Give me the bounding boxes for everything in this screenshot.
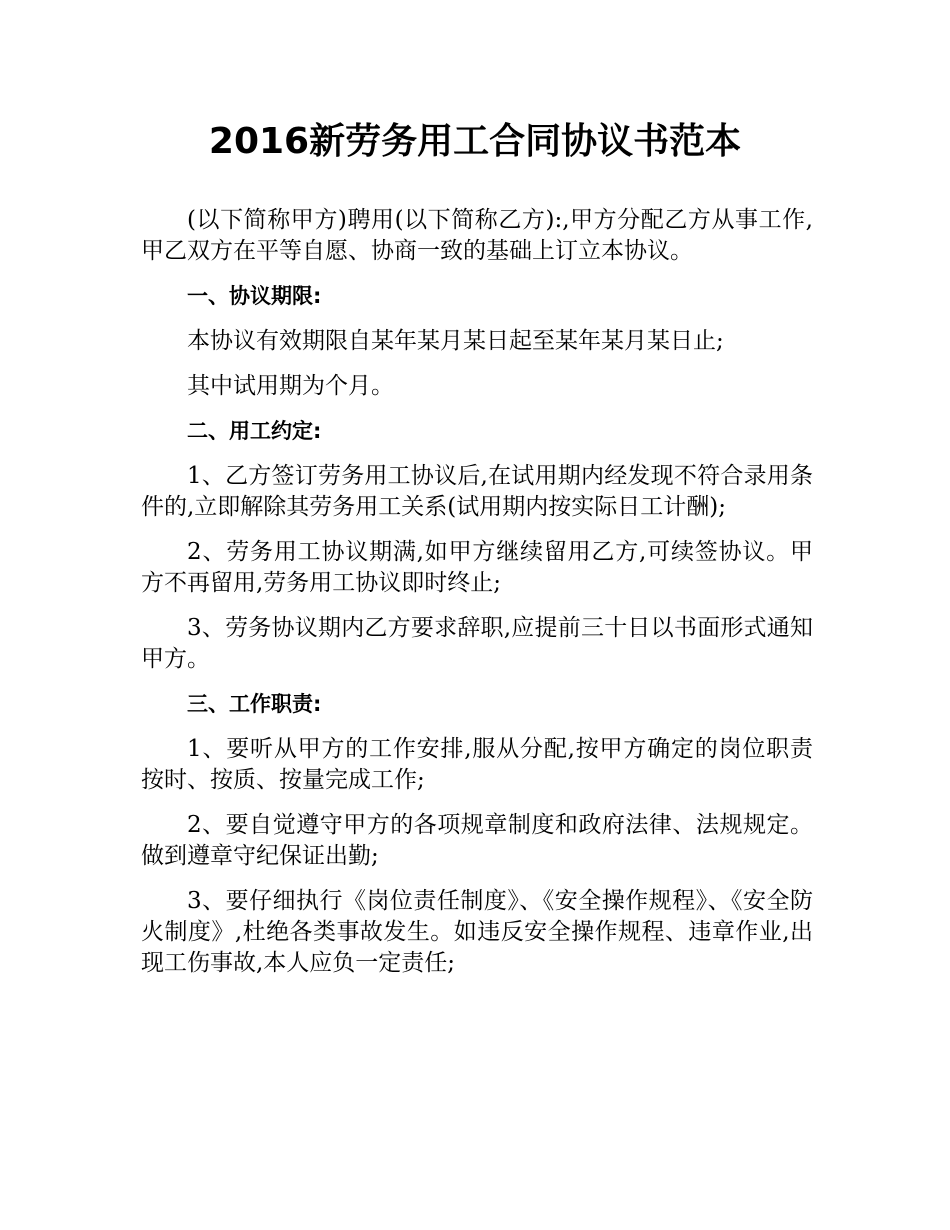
duties-paragraph-3: 3、要仔细执行《岗位责任制度》、《安全操作规程》、《安全防火制度》,杜绝各类事故发生。如违反安全操作规程、违章作业,出现工伤事故,本人应负一定责任; [141,888,813,976]
term-paragraph-2: 其中试用期为个月。 [187,373,394,399]
document-body [141,205,813,993]
employment-paragraph-1: 1、乙方签订劳务用工协议后,在试用期内经发现不符合录用条件的,立即解除其劳务用工关系(试用期内按实际日工计酬); [141,463,813,520]
section-heading-employment: 二、用工约定: [187,419,322,443]
document-title: 2016新劳务用工合同协议书范本 [208,121,742,162]
employment-paragraph-3: 3、劳务协议期内乙方要求辞职,应提前三十日以书面形式通知甲方。 [141,615,813,672]
duties-paragraph-1: 1、要听从甲方的工作安排,服从分配,按甲方确定的岗位职责按时、按质、按量完成工作; [141,736,813,793]
section-heading-term: 一、协议期限: [187,284,322,308]
intro-paragraph: (以下简称甲方)聘用(以下简称乙方):,甲方分配乙方从事工作,甲乙双方在平等自愿、协商一致的基础上订立本协议。 [141,207,813,264]
term-paragraph-1: 本协议有效期限自某年某月某日起至某年某月某日止; [187,328,724,354]
employment-paragraph-2: 2、劳务用工协议期满,如甲方继续留用乙方,可续签协议。甲方不再留用,劳务用工协议即时终止; [141,539,813,596]
section-heading-duties: 三、工作职责: [187,692,322,716]
duties-paragraph-2: 2、要自觉遵守甲方的各项规章制度和政府法律、法规规定。做到遵章守纪保证出勤; [141,812,813,869]
